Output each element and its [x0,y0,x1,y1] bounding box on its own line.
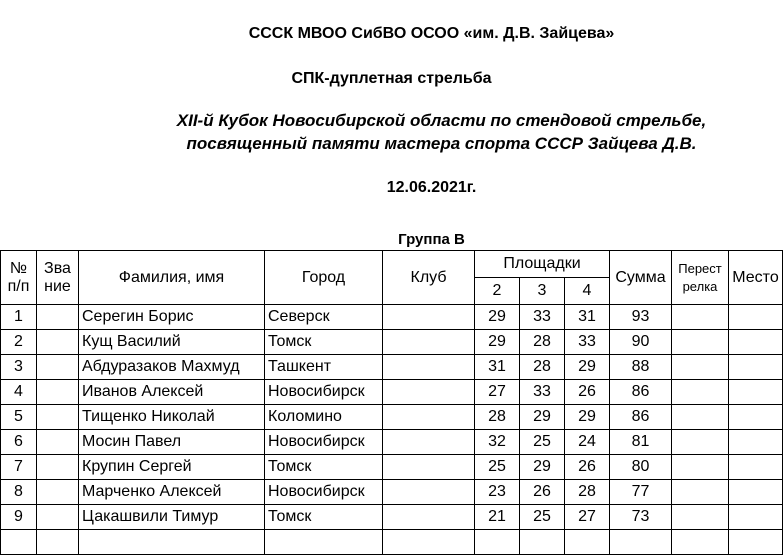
row-shootoff [672,455,729,480]
row-num: 5 [1,405,37,430]
row-name: Тищенко Николай [79,405,265,430]
row-station-3: 28 [520,330,565,355]
row-station-4: 29 [565,405,610,430]
row-city: Томск [265,330,383,355]
row-place [729,430,783,455]
row-name: Абдуразаков Махмуд [79,355,265,380]
header-station-3: 3 [520,278,565,305]
row-sum: 93 [610,305,672,330]
row-station-4: 26 [565,380,610,405]
row-place [729,330,783,355]
row-city: Северск [265,305,383,330]
row-rank [37,480,79,505]
row-station-4: 28 [565,480,610,505]
table-row [1,405,783,430]
row-station-2: 23 [475,480,520,505]
row-sum: 73 [610,505,672,530]
row-rank [37,430,79,455]
row-station-4: 26 [565,455,610,480]
row-city: Ташкент [265,355,383,380]
header-sum: Сумма [610,251,672,305]
row-shootoff [672,380,729,405]
row-num: 7 [1,455,37,480]
row-station-2: 29 [475,305,520,330]
row-station-3: 29 [520,405,565,430]
row-shootoff [672,305,729,330]
header-stations: Площадки [475,251,610,278]
row-club [383,480,475,505]
row-sum: 86 [610,405,672,430]
row-name: Иванов Алексей [79,380,265,405]
table-row [1,380,783,405]
row-num: 9 [1,505,37,530]
row-num: 4 [1,380,37,405]
row-name: Кущ Василий [79,330,265,355]
row-rank [37,505,79,530]
row-name: Крупин Сергей [79,455,265,480]
row-num: 8 [1,480,37,505]
row-station-2: 32 [475,430,520,455]
organization-title: СССК МВОО СибВО ОСОО «им. Д.В. Зайцева» [248,25,615,42]
row-shootoff [672,505,729,530]
row-rank [37,355,79,380]
competition-date: 12.06.2021г. [386,179,477,196]
row-club [383,330,475,355]
row-club [383,430,475,455]
results-table [0,250,783,555]
row-rank [37,330,79,355]
row-name: Цакашвили Тимур [79,505,265,530]
row-station-4: 27 [565,505,610,530]
row-place [729,305,783,330]
row-shootoff [672,430,729,455]
table-row [1,505,783,530]
row-shootoff [672,330,729,355]
row-sum: 77 [610,480,672,505]
row-place [729,355,783,380]
row-station-4: 24 [565,430,610,455]
row-shootoff [672,405,729,430]
table-row-empty [1,530,783,555]
row-club [383,305,475,330]
competition-title-line1: XII-й Кубок Новосибирской области по стендовой стрельбе, [176,111,707,130]
row-place [729,455,783,480]
header-station-2: 2 [475,278,520,305]
row-name: Марченко Алексей [79,480,265,505]
row-city: Новосибирск [265,430,383,455]
competition-title-line2: посвященный памяти мастера спорта СССР Зайцева Д.В. [186,134,697,153]
row-station-4: 33 [565,330,610,355]
row-num: 6 [1,430,37,455]
row-rank [37,405,79,430]
row-club [383,405,475,430]
row-place [729,405,783,430]
row-station-2: 27 [475,380,520,405]
row-city: Томск [265,455,383,480]
row-station-3: 33 [520,305,565,330]
row-station-3: 28 [520,355,565,380]
row-station-3: 25 [520,505,565,530]
row-station-3: 29 [520,455,565,480]
row-place [729,505,783,530]
row-num: 3 [1,355,37,380]
row-station-2: 21 [475,505,520,530]
row-city: Томск [265,505,383,530]
header-rank: Зва ние [37,251,79,305]
row-rank [37,455,79,480]
row-num: 1 [1,305,37,330]
row-station-3: 33 [520,380,565,405]
row-num: 2 [1,330,37,355]
table-row [1,455,783,480]
row-sum: 86 [610,380,672,405]
row-club [383,355,475,380]
row-place [729,480,783,505]
row-station-2: 31 [475,355,520,380]
row-station-3: 26 [520,480,565,505]
row-station-3: 25 [520,430,565,455]
header-place: Место [729,251,783,305]
row-shootoff [672,355,729,380]
header-club: Клуб [383,251,475,305]
row-city: Коломино [265,405,383,430]
row-sum: 88 [610,355,672,380]
table-row [1,305,783,330]
header-shootoff: Перест релка [672,251,729,305]
header-name: Фамилия, имя [79,251,265,305]
row-sum: 80 [610,455,672,480]
row-station-2: 25 [475,455,520,480]
header-city: Город [265,251,383,305]
table-header-row [1,251,783,278]
row-club [383,505,475,530]
row-club [383,455,475,480]
table-row [1,330,783,355]
table-row [1,355,783,380]
table-row [1,480,783,505]
row-sum: 90 [610,330,672,355]
row-name: Серегин Борис [79,305,265,330]
competition-title [50,109,783,155]
header-num: № п/п [1,251,37,305]
row-station-4: 31 [565,305,610,330]
group-title: Группа В [398,231,465,248]
row-rank [37,305,79,330]
header-station-4: 4 [565,278,610,305]
row-shootoff [672,480,729,505]
row-rank [37,380,79,405]
row-club [383,380,475,405]
row-sum: 81 [610,430,672,455]
row-city: Новосибирск [265,380,383,405]
discipline-title: СПК-дуплетная стрельба [291,70,492,87]
row-place [729,380,783,405]
row-name: Мосин Павел [79,430,265,455]
table-row [1,430,783,455]
row-station-2: 29 [475,330,520,355]
row-station-4: 29 [565,355,610,380]
row-city: Новосибирск [265,480,383,505]
row-station-2: 28 [475,405,520,430]
